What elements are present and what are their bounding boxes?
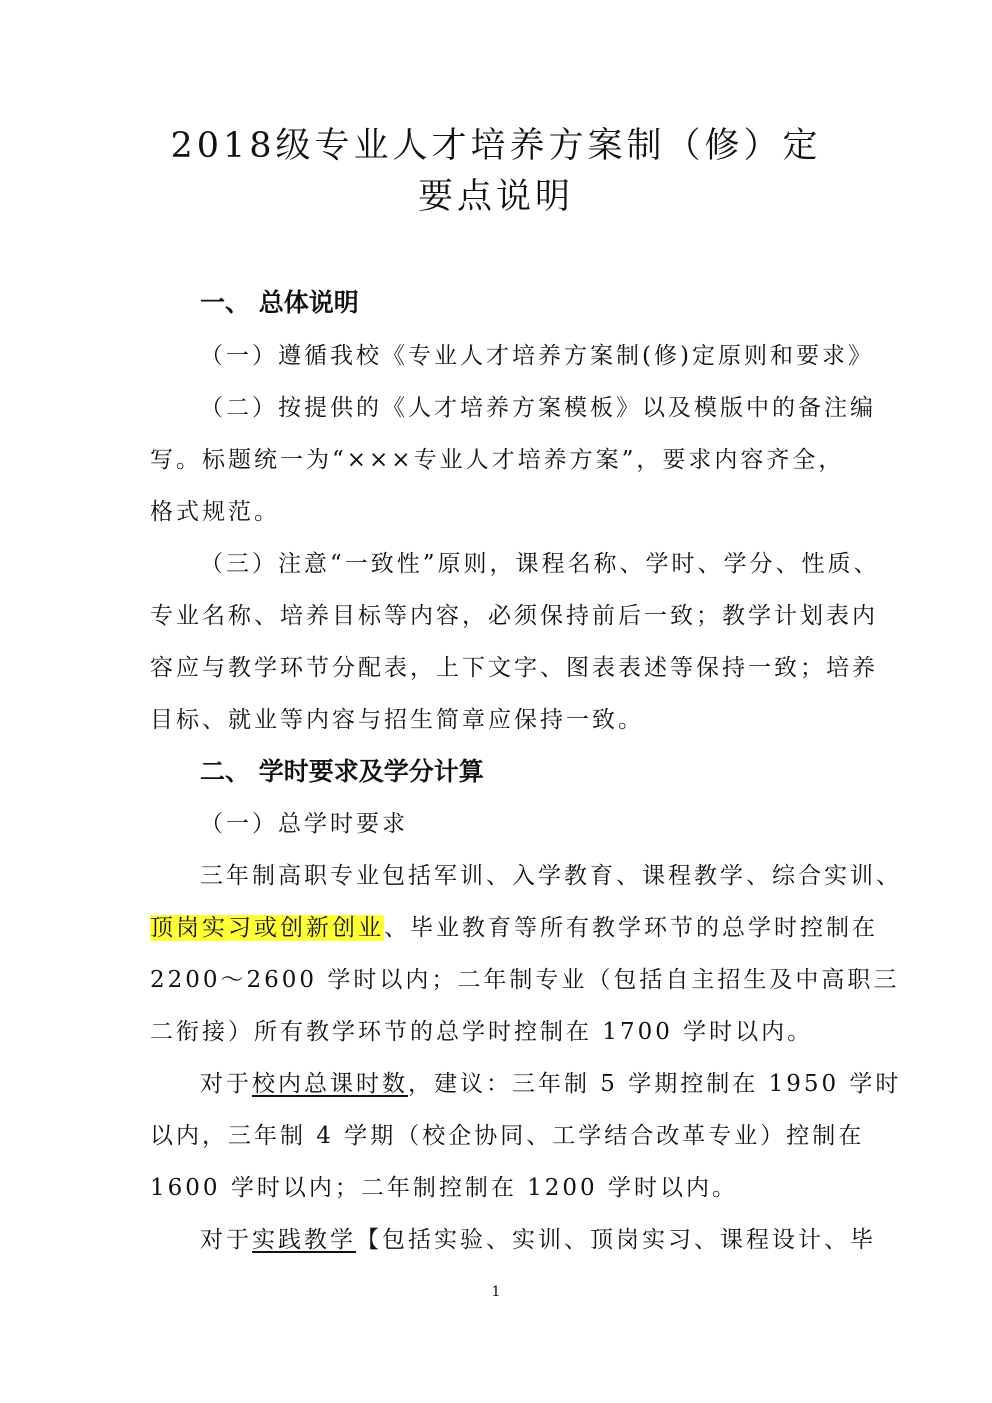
section-1-paragraph-2-line-1: （二）按提供的《人才培养方案模板》以及模版中的备注编 (200, 395, 876, 421)
paragraph-text: 对于 (200, 1071, 252, 1097)
section-2-paragraph-2-line-1 (200, 1067, 902, 1101)
paragraph-text: 【包括实验、实训、顶岗实习、课程设计、毕 (356, 1227, 876, 1253)
section-1-paragraph-2-line-2: 写。标题统一为“×××专业人才培养方案”，要求内容齐全， (150, 447, 845, 473)
document-title-line-1: 2018级专业人才培养方案制（修）定 (170, 126, 822, 166)
section-2-paragraph-2-line-3: 1600 学时以内；二年制控制在 1200 学时以内。 (150, 1175, 738, 1201)
underlined-term: 实践教学 (252, 1227, 356, 1253)
section-2-paragraph-1-line-2 (150, 911, 878, 945)
section-1-paragraph-3-line-3: 容应与教学环节分配表，上下文字、图表表述等保持一致；培养 (150, 655, 878, 681)
underlined-term: 校内总课时数 (252, 1071, 408, 1097)
section-1-heading: 一、 总体说明 (200, 288, 359, 317)
section-2-paragraph-3-line-1 (200, 1223, 876, 1257)
section-1-paragraph-1: （一）遵循我校《专业人才培养方案制(修)定原则和要求》 (200, 343, 874, 369)
highlighted-text: 顶岗实习或创新创业 (150, 915, 384, 941)
document-title-line-2: 要点说明 (417, 177, 574, 217)
section-1-paragraph-3-line-4: 目标、就业等内容与招生简章应保持一致。 (150, 707, 644, 733)
section-2-subheading-1: （一）总学时要求 (200, 811, 408, 837)
section-2-paragraph-2-line-2: 以内，三年制 4 学期（校企协同、工学结合改革专业）控制在 (150, 1123, 865, 1149)
paragraph-text: ，建议：三年制 5 学期控制在 1950 学时 (408, 1071, 902, 1097)
paragraph-text: 、毕业教育等所有教学环节的总学时控制在 (384, 915, 878, 941)
section-1-paragraph-2-line-3: 格式规范。 (150, 499, 280, 525)
section-1-paragraph-3-line-1: （三）注意“一致性”原则，课程名称、学时、学分、性质、 (200, 551, 880, 577)
section-2-heading: 二、 学时要求及学分计算 (200, 757, 484, 786)
section-1-paragraph-3-line-2: 专业名称、培养目标等内容，必须保持前后一致；教学计划表内 (150, 603, 878, 629)
paragraph-text: 对于 (200, 1227, 252, 1253)
section-2-paragraph-1-line-1: 三年制高职专业包括军训、入学教育、课程教学、综合实训、 (200, 863, 902, 889)
page-number: 1 (491, 1284, 501, 1300)
section-2-paragraph-1-line-3: 2200～2600 学时以内；二年制专业（包括自主招生及中高职三 (150, 967, 900, 993)
section-2-paragraph-1-line-4: 二衔接）所有教学环节的总学时控制在 1700 学时以内。 (150, 1019, 814, 1045)
